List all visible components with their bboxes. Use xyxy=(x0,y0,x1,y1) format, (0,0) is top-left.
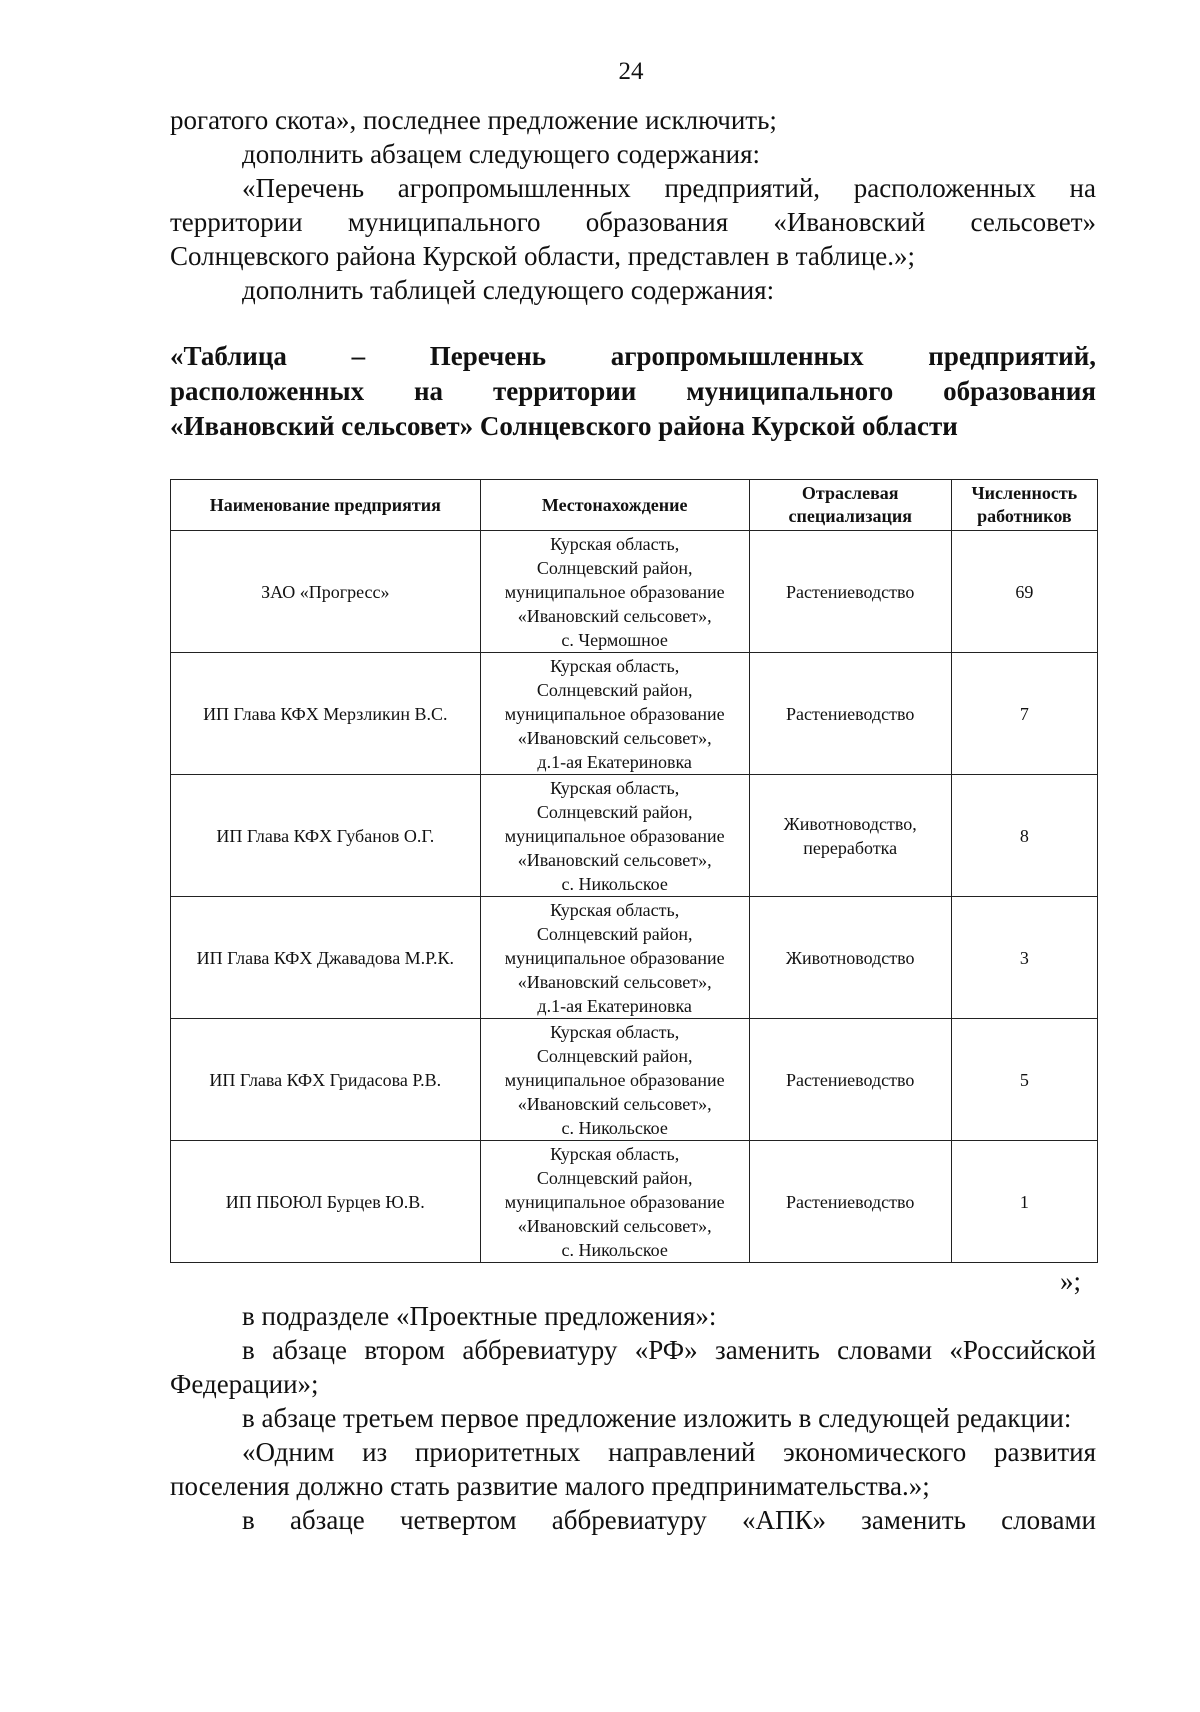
specialization-cell: Животноводство, переработка xyxy=(749,775,951,897)
intro-paragraph-3: «Перечень агропромышленных предприятий, расположенных на территории муниципального образования «Ивановский сельсовет» Солнцевского района Курской области, представлен в таблице.»; xyxy=(170,173,1096,271)
location-line: муниципальное образование xyxy=(504,947,725,968)
specialization-cell: Животноводство xyxy=(749,897,951,1019)
location-line: муниципальное образование xyxy=(504,825,725,846)
employees-cell: 3 xyxy=(951,897,1097,1019)
location-line: с. Чермошное xyxy=(561,629,668,650)
location-line: муниципальное образование xyxy=(504,703,725,724)
location-line: «Ивановский сельсовет», xyxy=(517,1215,712,1236)
location-cell xyxy=(480,897,749,1019)
table-title-line-3: «Ивановский сельсовет» Солнцевского района Курской области xyxy=(170,411,958,441)
table-row xyxy=(171,1019,1098,1141)
specialization-cell: Растениеводство xyxy=(749,1141,951,1263)
location-line: «Ивановский сельсовет», xyxy=(517,1093,712,1114)
outro-paragraph-3: в абзаце третьем первое предложение изложить в следующей редакции: xyxy=(242,1403,1072,1433)
employees-cell: 7 xyxy=(951,653,1097,775)
outro-text xyxy=(170,1299,1096,1537)
outro-paragraph-4: «Одним из приоритетных направлений экономического развития поселения должно стать развитие малого предпринимательства.»; xyxy=(170,1437,1096,1501)
location-line: «Ивановский сельсовет», xyxy=(517,605,712,626)
location-cell xyxy=(480,1019,749,1141)
employees-cell: 8 xyxy=(951,775,1097,897)
location-line: Курская область, xyxy=(550,533,680,554)
location-line: «Ивановский сельсовет», xyxy=(517,971,712,992)
enterprise-name-cell: ИП Глава КФХ Мерзликин В.С. xyxy=(171,653,481,775)
location-line: Курская область, xyxy=(550,655,680,676)
location-line: с. Никольское xyxy=(561,1117,668,1138)
location-line: с. Никольское xyxy=(561,873,668,894)
specialization-cell: Растениеводство xyxy=(749,531,951,653)
location-line: Солнцевский район, xyxy=(536,801,693,822)
table-row xyxy=(171,897,1098,1019)
location-line: Солнцевский район, xyxy=(536,557,693,578)
intro-paragraph-2: дополнить абзацем следующего содержания: xyxy=(242,139,761,169)
location-line: муниципальное образование xyxy=(504,1191,725,1212)
enterprise-name-cell: ИП Глава КФХ Губанов О.Г. xyxy=(171,775,481,897)
table-row xyxy=(171,653,1098,775)
header-name: Наименование предприятия xyxy=(171,480,481,531)
enterprise-name-cell: ИП Глава КФХ Джавадова М.Р.К. xyxy=(171,897,481,1019)
location-cell xyxy=(480,775,749,897)
location-line: муниципальное образование xyxy=(504,1069,725,1090)
table-body xyxy=(171,531,1098,1263)
location-cell xyxy=(480,653,749,775)
table-row xyxy=(171,531,1098,653)
location-line: Солнцевский район, xyxy=(536,1045,693,1066)
intro-text xyxy=(170,103,1096,307)
location-line: «Ивановский сельсовет», xyxy=(517,727,712,748)
intro-paragraph-4: дополнить таблицей следующего содержания: xyxy=(242,275,775,305)
employees-cell: 5 xyxy=(951,1019,1097,1141)
table-title xyxy=(170,339,1096,444)
location-line: Солнцевский район, xyxy=(536,679,693,700)
enterprise-name-cell: ИП Глава КФХ Гридасова Р.В. xyxy=(171,1019,481,1141)
closing-quote: »; xyxy=(1060,1266,1082,1296)
header-location: Местонахождение xyxy=(480,480,749,531)
enterprise-name-cell: ЗАО «Прогресс» xyxy=(171,531,481,653)
location-cell xyxy=(480,531,749,653)
location-line: Курская область, xyxy=(550,899,680,920)
page-number: 24 xyxy=(618,58,644,85)
header-employees: Численность работников xyxy=(951,480,1097,531)
outro-paragraph-2: в абзаце втором аббревиатуру «РФ» заменить словами «Российской Федерации»; xyxy=(170,1335,1096,1399)
location-line: с. Никольское xyxy=(561,1239,668,1260)
location-line: Курская область, xyxy=(550,777,680,798)
table-title-line-2: расположенных на территории муниципального образования xyxy=(170,376,1096,406)
location-line: Солнцевский район, xyxy=(536,1167,693,1188)
location-line: Курская область, xyxy=(550,1021,680,1042)
table-header-row xyxy=(171,480,1098,531)
intro-paragraph-1: рогатого скота», последнее предложение исключить; xyxy=(170,105,777,135)
outro-paragraph-1: в подразделе «Проектные предложения»: xyxy=(242,1301,717,1331)
enterprises-table xyxy=(170,479,1098,1263)
employees-cell: 1 xyxy=(951,1141,1097,1263)
header-specialization: Отраслевая специализация xyxy=(749,480,951,531)
location-cell xyxy=(480,1141,749,1263)
specialization-cell: Растениеводство xyxy=(749,1019,951,1141)
location-line: Солнцевский район, xyxy=(536,923,693,944)
outro-paragraph-5: в абзаце четвертом аббревиатуру «АПК» заменить словами xyxy=(242,1505,1096,1535)
table-title-line-1: «Таблица – Перечень агропромышленных предприятий, xyxy=(170,341,1096,371)
table-row xyxy=(171,1141,1098,1263)
enterprise-name-cell: ИП ПБОЮЛ Бурцев Ю.В. xyxy=(171,1141,481,1263)
table-row xyxy=(171,775,1098,897)
location-line: Курская область, xyxy=(550,1143,680,1164)
location-line: «Ивановский сельсовет», xyxy=(517,849,712,870)
location-line: д.1-ая Екатериновка xyxy=(537,995,692,1016)
employees-cell: 69 xyxy=(951,531,1097,653)
location-line: д.1-ая Екатериновка xyxy=(537,751,692,772)
specialization-cell: Растениеводство xyxy=(749,653,951,775)
location-line: муниципальное образование xyxy=(504,581,725,602)
